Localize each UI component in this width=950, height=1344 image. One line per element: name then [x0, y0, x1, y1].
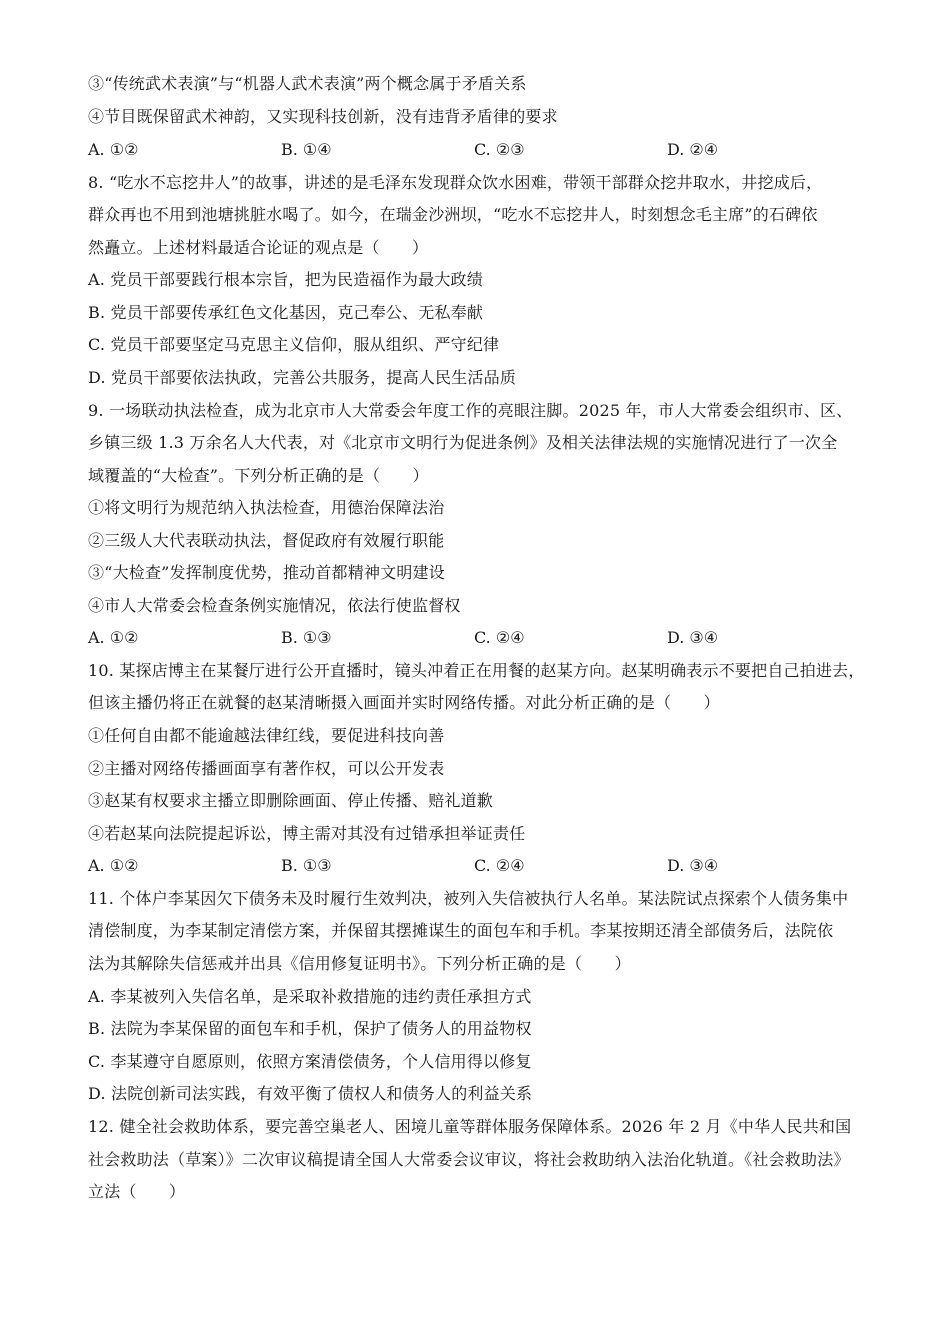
q11-option-a: A. 李某被列入失信名单，是采取补救措施的违约责任承担方式 — [88, 987, 532, 1006]
q10-stem-line-1: 10. 某探店博主在某餐厅进行公开直播时，镜头冲着正在用餐的赵某方向。赵某明确表示不要把自己拍进去， — [88, 661, 865, 680]
q7-option-d: D. ②④ — [667, 140, 719, 159]
q11-stem-line-2: 清偿制度，为李某制定清偿方案，并保留其摆摊谋生的面包车和手机。李某按期还清全部债务后，法院依 — [88, 921, 834, 940]
q10-options — [88, 855, 868, 877]
q9-option-d: D. ③④ — [667, 628, 719, 647]
q12-stem-line-3: 立法（ ） — [88, 1182, 186, 1201]
q9-statement-1: ①将文明行为规范纳入执法检查，用德治保障法治 — [88, 498, 445, 517]
q10-statement-1: ①任何自由都不能逾越法律红线，要促进科技向善 — [88, 726, 445, 745]
q11-option-b: B. 法院为李某保留的面包车和手机，保护了债务人的用益物权 — [88, 1019, 532, 1038]
q10-option-c: C. ②④ — [474, 856, 525, 875]
q8-stem-line-3: 然矗立。上述材料最适合论证的观点是（ ） — [88, 238, 429, 257]
q9-options — [88, 627, 868, 649]
q11-stem-line-1: 11. 个体户李某因欠下债务未及时履行生效判决，被列入失信被执行人名单。某法院试点探索个人债务集中 — [88, 889, 849, 908]
q9-stem-line-3: 域覆盖的“大检查”。下列分析正确的是（ ） — [88, 466, 429, 485]
q10-option-a: A. ①② — [88, 856, 139, 875]
q10-option-d: D. ③④ — [667, 856, 719, 875]
q8-stem-line-1: 8. “吃水不忘挖井人”的故事，讲述的是毛泽东发现群众饮水困难，带领干部群众挖井取水，井挖成后， — [88, 173, 823, 192]
q10-stem-line-2: 但该主播仍将正在就餐的赵某清晰摄入画面并实时网络传播。对此分析正确的是（ ） — [88, 693, 720, 712]
q9-option-b: B. ①③ — [281, 628, 332, 647]
q11-stem-line-3: 法为其解除失信惩戒并出具《信用修复证明书》。下列分析正确的是（ ） — [88, 954, 631, 973]
q8-stem-line-2: 群众再也不用到池塘挑脏水喝了。如今，在瑞金沙洲坝，“吃水不忘挖井人，时刻想念毛主席”的石碑依 — [88, 205, 818, 224]
q7-statement-4: ④节目既保留武术神韵，又实现科技创新，没有违背矛盾律的要求 — [88, 107, 558, 126]
q10-option-b: B. ①③ — [281, 856, 332, 875]
q7-option-c: C. ②③ — [474, 140, 525, 159]
q9-statement-3: ③“大检查”发挥制度优势，推动首都精神文明建设 — [88, 563, 445, 582]
q11-option-c: C. 李某遵守自愿原则，依照方案清偿债务，个人信用得以修复 — [88, 1052, 532, 1071]
q7-option-a: A. ①② — [88, 140, 139, 159]
q8-option-d: D. 党员干部要依法执政，完善公共服务，提高人民生活品质 — [88, 368, 517, 387]
q8-option-c: C. 党员干部要坚定马克思主义信仰，服从组织、严守纪律 — [88, 335, 500, 354]
q7-options — [88, 139, 868, 161]
q9-statement-4: ④市人大常委会检查条例实施情况，依法行使监督权 — [88, 596, 461, 615]
q8-option-b: B. 党员干部要传承红色文化基因，克己奉公、无私奉献 — [88, 303, 484, 322]
q8-option-a: A. 党员干部要践行根本宗旨，把为民造福作为最大政绩 — [88, 270, 483, 289]
q11-option-d: D. 法院创新司法实践，有效平衡了债权人和债务人的利益关系 — [88, 1084, 533, 1103]
q9-statement-2: ②三级人大代表联动执法，督促政府有效履行职能 — [88, 531, 445, 550]
q10-statement-4: ④若赵某向法院提起诉讼，博主需对其没有过错承担举证责任 — [88, 824, 526, 843]
q7-statement-3: ③“传统武术表演”与“机器人武术表演”两个概念属于矛盾关系 — [88, 74, 527, 93]
q9-option-a: A. ①② — [88, 628, 139, 647]
q7-option-b: B. ①④ — [281, 140, 332, 159]
q9-stem-line-1: 9. 一场联动执法检查，成为北京市人大常委会年度工作的亮眼注脚。2025 年，市人大常委会组织市、区、 — [88, 401, 853, 420]
q12-stem-line-2: 社会救助法（草案）》二次审议稿提请全国人大常委会议审议，将社会救助纳入法治化轨道。《社会救助法》 — [88, 1150, 850, 1169]
q9-stem-line-2: 乡镇三级 1.3 万余名人大代表，对《北京市文明行为促进条例》及相关法律法规的实施情况进行了一次全 — [88, 433, 838, 452]
q10-statement-2: ②主播对网络传播画面享有著作权，可以公开发表 — [88, 759, 445, 778]
q9-option-c: C. ②④ — [474, 628, 525, 647]
q12-stem-line-1: 12. 健全社会救助体系，要完善空巢老人、困境儿童等群体服务保障体系。2026 年 2 月《中华人民共和国 — [88, 1117, 852, 1136]
q10-statement-3: ③赵某有权要求主播立即删除画面、停止传播、赔礼道歉 — [88, 791, 494, 810]
